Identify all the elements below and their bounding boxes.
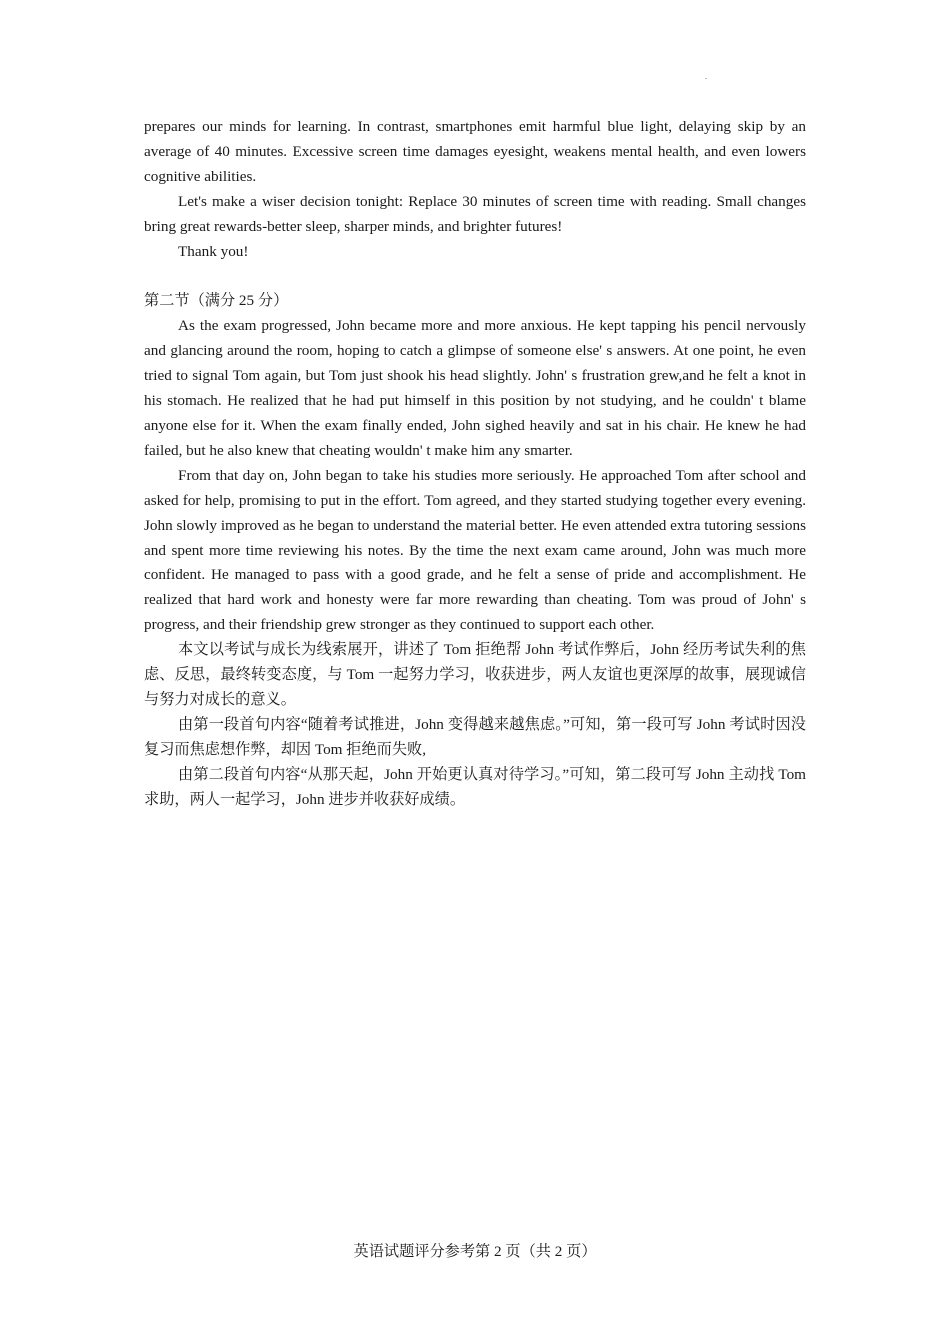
paragraph-studies: From that day on, John began to take his studies more seriously. He approached Tom after school and asked for help, promising to put in the effort. Tom agreed, and they started studying together every evening. John slowly improved as he began to understand the material better. He even attended extra tutoring sessions and spent more time reviewing his notes. By the time the next exam came around, John was much more confident. He managed to pass with a good grade, and he felt a sense of pride and accomplishment. He realized that hard work and honesty were far more rewarding than cheating. Tom was proud of John' s progress, and their friendship grew stronger as they continued to support each other. (144, 466, 806, 634)
paragraph-first-hint-cn: 由第一段首句内容“随着考试推进，John 变得越来越焦虑。”可知，第一段可写 John 考试时因没复习而焦虑想作弊，却因 Tom 拒绝而失败, (144, 715, 806, 758)
paragraph-decision: Let's make a wiser decision tonight: Replace 30 minutes of screen time with reading. Small changes bring great rewards-better sleep, sharper minds, and brighter futures! (144, 192, 806, 235)
document-body (144, 115, 806, 812)
scan-speck (705, 78, 707, 79)
paragraph-thanks: Thank you! (178, 242, 249, 260)
page-footer: 英语试题评分参考第 2 页（共 2 页） (353, 1243, 597, 1260)
paragraph-second-hint-cn: 由第二段首句内容“从那天起，John 开始更认真对待学习。”可知，第二段可写 John 主动找 Tom 求助，两人一起学习，John 进步并收获好成绩。 (144, 765, 806, 808)
section-heading: 第二节（满分 25 分） (144, 292, 289, 310)
paragraph-continued: prepares our minds for learning. In contrast, smartphones emit harmful blue light, delaying skip by an average of 40 minutes. Excessive screen time damages eyesight, weakens mental health, and even lowers cognitive abilities. (144, 118, 806, 185)
paragraph-summary-cn: 本文以考试与成长为线索展开，讲述了 Tom 拒绝帮 John 考试作弊后，John 经历考试失利的焦虑、反思，最终转变态度，与 Tom 一起努力学习，收获进步，两人友谊也更深厚的故事，展现诚信与努力对成长的意义。 (144, 641, 806, 708)
paragraph-exam-anxiety: As the exam progressed, John became more and more anxious. He kept tapping his pencil nervously and glancing around the room, hoping to catch a glimpse of someone else' s answers. At one point, he even tried to signal Tom again, but Tom just shook his head slightly. John' s frustration grew,and he felt a knot in his stomach. He realized that he had put himself in this position by not studying, and he couldn' t blame anyone else for it. When the exam finally ended, John sighed heavily and sat in his chair. He knew he had failed, but he also knew that cheating wouldn' t make him any smarter. (144, 317, 806, 459)
